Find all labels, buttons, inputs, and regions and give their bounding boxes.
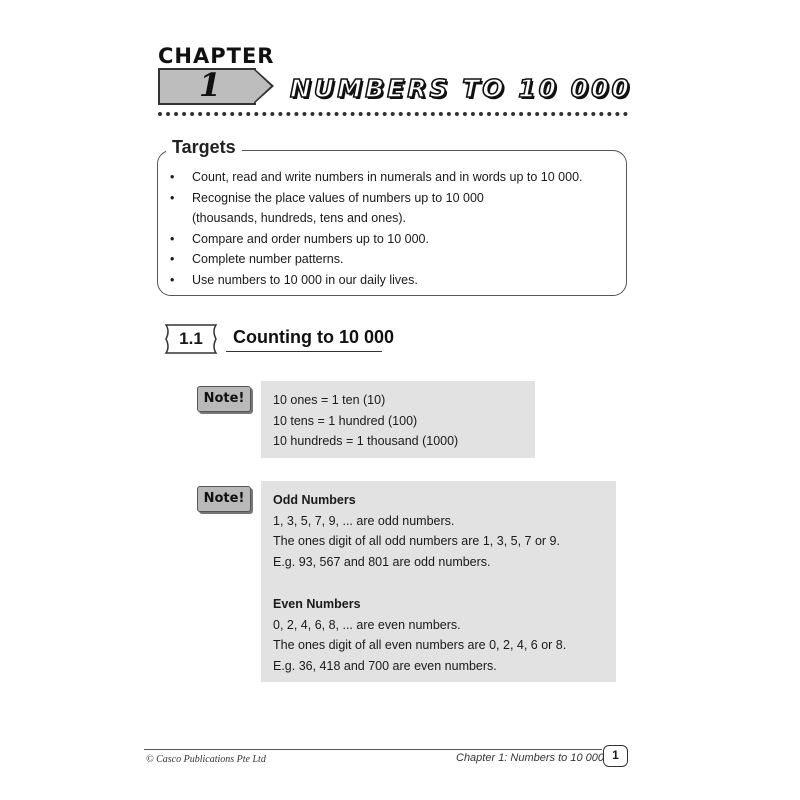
header-divider — [158, 112, 628, 116]
odd-numbers-heading: Odd Numbers — [273, 493, 356, 507]
footer-copyright: © Casco Publications Pte Ltd — [146, 754, 266, 765]
chapter-word: CHAPTER — [158, 44, 275, 68]
chapter-number: 1 — [198, 66, 222, 104]
list-item: • Recognise the place values of numbers up to 10 000 (thousands, hundreds, tens and ones). — [170, 188, 620, 229]
page-number: 1 — [603, 745, 628, 767]
list-item: • Count, read and write numbers in numerals and in words up to 10 000. — [170, 167, 620, 188]
bullet-icon: • — [170, 272, 175, 287]
bullet-icon: • — [170, 252, 175, 266]
list-item: • Use numbers to 10 000 in our daily lives. — [170, 270, 620, 291]
bullet-icon: • — [170, 170, 175, 184]
bullet-icon: • — [170, 190, 175, 205]
list-item: • Compare and order numbers up to 10 000. — [170, 229, 620, 250]
section-title: Counting to 10 000 — [233, 327, 395, 347]
list-item: • Complete number patterns. — [170, 249, 620, 270]
section-number-badge — [160, 323, 222, 355]
even-numbers-heading: Even Numbers — [273, 596, 361, 611]
chapter-title: NUMBERS TO 10 000 — [290, 74, 632, 103]
bullet-icon: • — [170, 231, 175, 246]
note-box-odd-even: Odd Numbers 1, 3, 5, 7, 9, ... are odd numbers. The ones digit of all odd numbers are 1, 3, 5, 7 or 9. E.g. 93, 567 and 801 are odd numbers. Even Numbers 0, 2, 4, 6, 8, ... are even numbers. The ones digit of all even numbers are 0, 2, 4, 6 or 8. E.g. 36, 418 and 700 are even numbers. — [261, 481, 616, 682]
targets-heading: Targets — [166, 137, 242, 158]
section-underline — [226, 351, 382, 352]
note-box-place-value: 10 ones = 1 ten (10) 10 tens = 1 hundred (100) 10 hundreds = 1 thousand (1000) — [261, 381, 535, 458]
section-number: 1.1 — [179, 329, 203, 348]
footer-chapter-ref: Chapter 1: Numbers to 10 000 — [456, 752, 604, 764]
footer-divider — [144, 749, 602, 750]
chapter-tab — [158, 44, 276, 102]
note-tag: Note! — [197, 486, 251, 512]
targets-list — [170, 167, 620, 290]
note-tag: Note! — [197, 386, 251, 412]
